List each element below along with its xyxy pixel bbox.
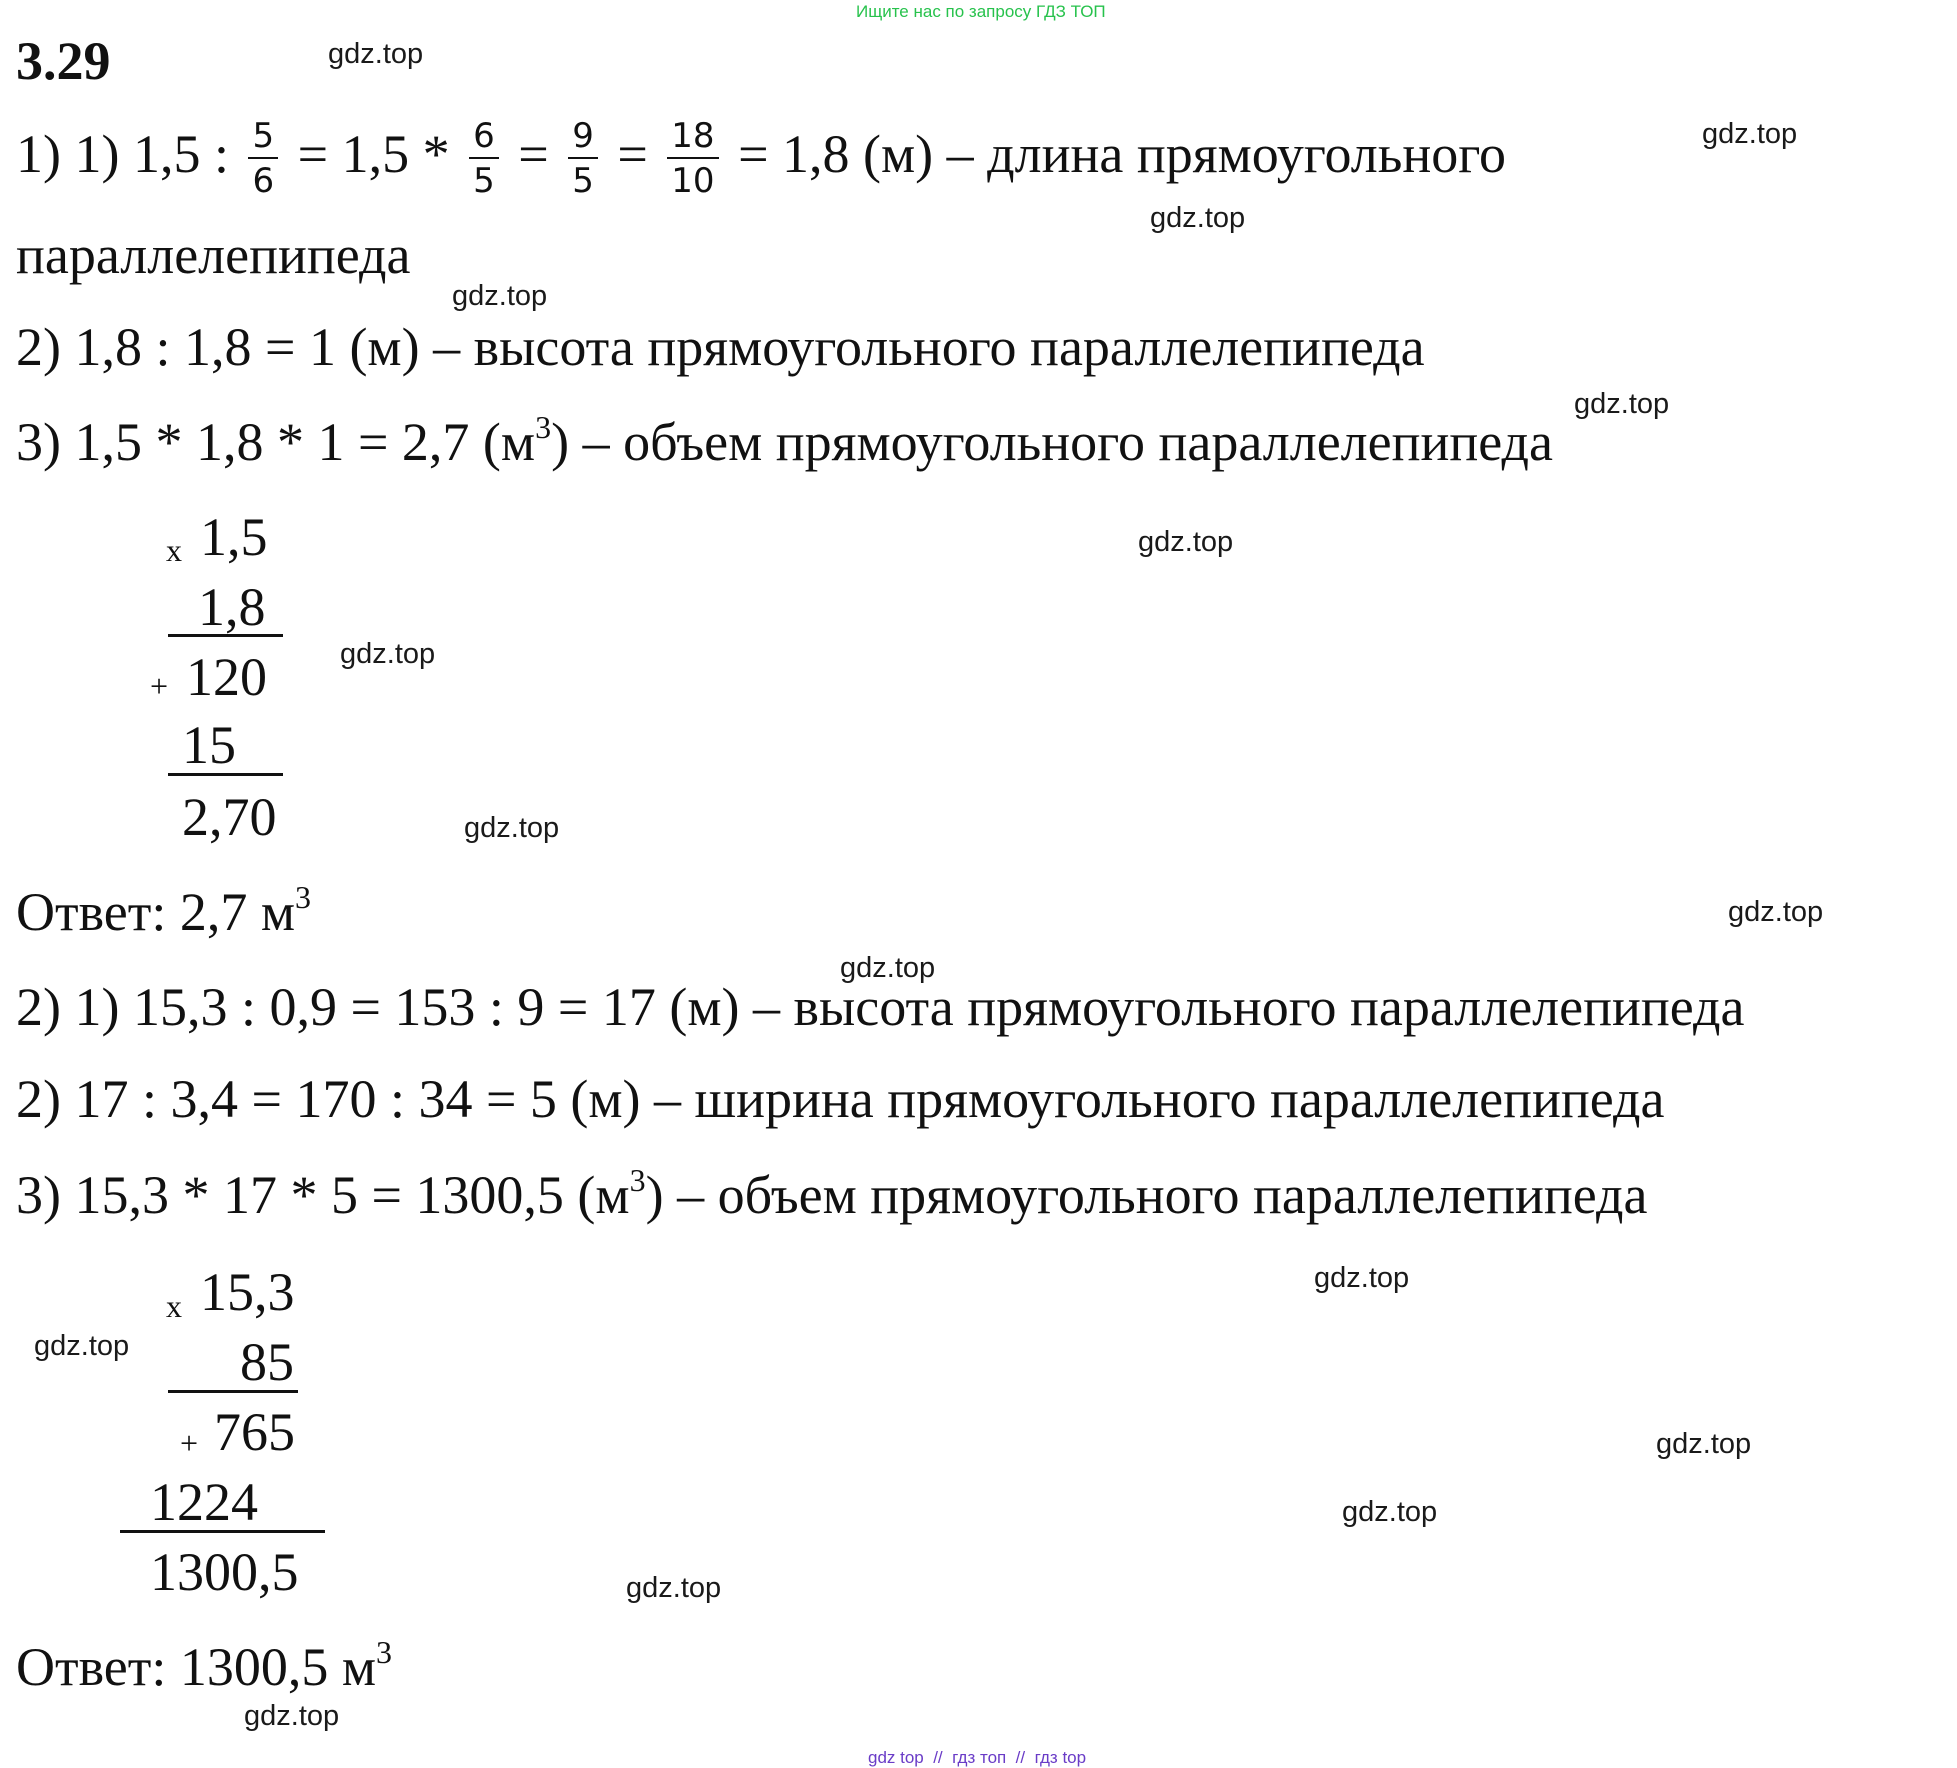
fraction-denominator: 5 — [572, 161, 594, 202]
fraction-numerator: 18 — [667, 118, 718, 159]
column2-rule-2 — [120, 1530, 325, 1533]
part1-line1-continuation: параллелепипеда — [16, 225, 411, 285]
column1-result: 2,70 — [182, 787, 277, 847]
plus-sign: + — [180, 1425, 199, 1461]
equals-sign: = — [518, 123, 549, 184]
watermark: gdz.top — [1702, 118, 1798, 150]
watermark: gdz.top — [626, 1572, 722, 1604]
fraction-numerator: 5 — [248, 118, 278, 159]
watermark: gdz.top — [244, 1700, 340, 1732]
part2-line3-text: 3) 15,3 * 17 * 5 = 1300,5 (м — [16, 1165, 630, 1225]
watermark: gdz.top — [452, 280, 548, 312]
superscript: 3 — [376, 1634, 393, 1670]
fraction-18-10 — [667, 118, 718, 201]
multiply-sign: x — [166, 1288, 182, 1324]
part2-line2: 2) 17 : 3,4 = 170 : 34 = 5 (м) – ширина прямоугольного параллелепипеда — [16, 1069, 1665, 1129]
top-banner: Ищите нас по запросу ГДЗ ТОП — [856, 2, 1106, 21]
watermark: gdz.top — [840, 952, 936, 984]
fraction-denominator: 10 — [671, 161, 715, 202]
plus-sign: + — [150, 668, 169, 704]
equals-sign: = — [617, 123, 648, 184]
watermark: gdz.top — [340, 638, 436, 670]
column1-row-1: 1,5 — [200, 507, 268, 567]
part1-line1 — [16, 118, 1506, 201]
column2-row-1: 15,3 — [200, 1262, 295, 1322]
part1-line1-prefix: 1) 1) 1,5 : — [16, 123, 229, 184]
column1-row-3: 120 — [186, 647, 267, 707]
part2-line3-tail: ) – объем прямоугольного параллелепипеда — [645, 1165, 1648, 1225]
column1-rule-2 — [168, 773, 283, 776]
watermark: gdz.top — [328, 38, 424, 70]
part1-answer — [16, 879, 312, 942]
fraction-denominator: 6 — [252, 161, 275, 202]
answer-text: Ответ: 2,7 м — [16, 882, 296, 942]
column1-row-4: 15 — [182, 715, 236, 775]
fraction-6-5 — [469, 118, 499, 201]
part2-line1: 2) 1) 15,3 : 0,9 = 153 : 9 = 17 (м) – высота прямоугольного параллелепипеда — [16, 977, 1745, 1037]
fraction-numerator: 9 — [568, 118, 598, 159]
column2-row-4: 1224 — [150, 1472, 258, 1532]
column1-rule-1 — [168, 634, 283, 637]
fraction-9-5 — [568, 118, 598, 201]
watermark: gdz.top — [1314, 1262, 1410, 1294]
answer-text: Ответ: 1300,5 м — [16, 1637, 377, 1697]
column2-rule-1 — [168, 1390, 298, 1393]
fraction-denominator: 5 — [473, 161, 495, 202]
watermark: gdz.top — [464, 812, 560, 844]
superscript: 3 — [629, 1162, 646, 1198]
column1-row-2: 1,8 — [198, 577, 266, 637]
watermark: gdz.top — [1574, 388, 1670, 420]
part1-line2: 2) 1,8 : 1,8 = 1 (м) – высота прямоугольного параллелепипеда — [16, 317, 1425, 377]
column2-row-2: 85 — [240, 1332, 294, 1392]
part1-line1-mid: = 1,5 * — [297, 123, 450, 184]
watermark: gdz.top — [1342, 1496, 1438, 1528]
fraction-numerator: 6 — [469, 118, 499, 159]
watermark: gdz.top — [1138, 526, 1234, 558]
problem-number: 3.29 — [16, 31, 111, 91]
part2-answer — [16, 1634, 393, 1697]
column2-row-3: 765 — [214, 1402, 295, 1462]
watermark: gdz.top — [1150, 202, 1246, 234]
superscript: 3 — [295, 879, 312, 915]
part1-line3-tail: ) – объем прямоугольного параллелепипеда — [551, 412, 1553, 472]
column2-result: 1300,5 — [150, 1542, 299, 1602]
watermark: gdz.top — [1728, 896, 1824, 928]
watermark: gdz.top — [34, 1330, 130, 1362]
fraction-5-6 — [248, 118, 278, 201]
footer-links: gdz top // гдз топ // гдз top — [868, 1748, 1087, 1767]
watermark: gdz.top — [1656, 1428, 1752, 1460]
multiply-sign: x — [166, 532, 182, 568]
part2-line3 — [16, 1162, 1648, 1225]
part1-line1-suffix: = 1,8 (м) – длина прямоугольного — [738, 123, 1507, 184]
part1-line3 — [16, 409, 1553, 472]
superscript: 3 — [535, 409, 552, 445]
part1-line3-text: 3) 1,5 * 1,8 * 1 = 2,7 (м — [16, 412, 536, 472]
